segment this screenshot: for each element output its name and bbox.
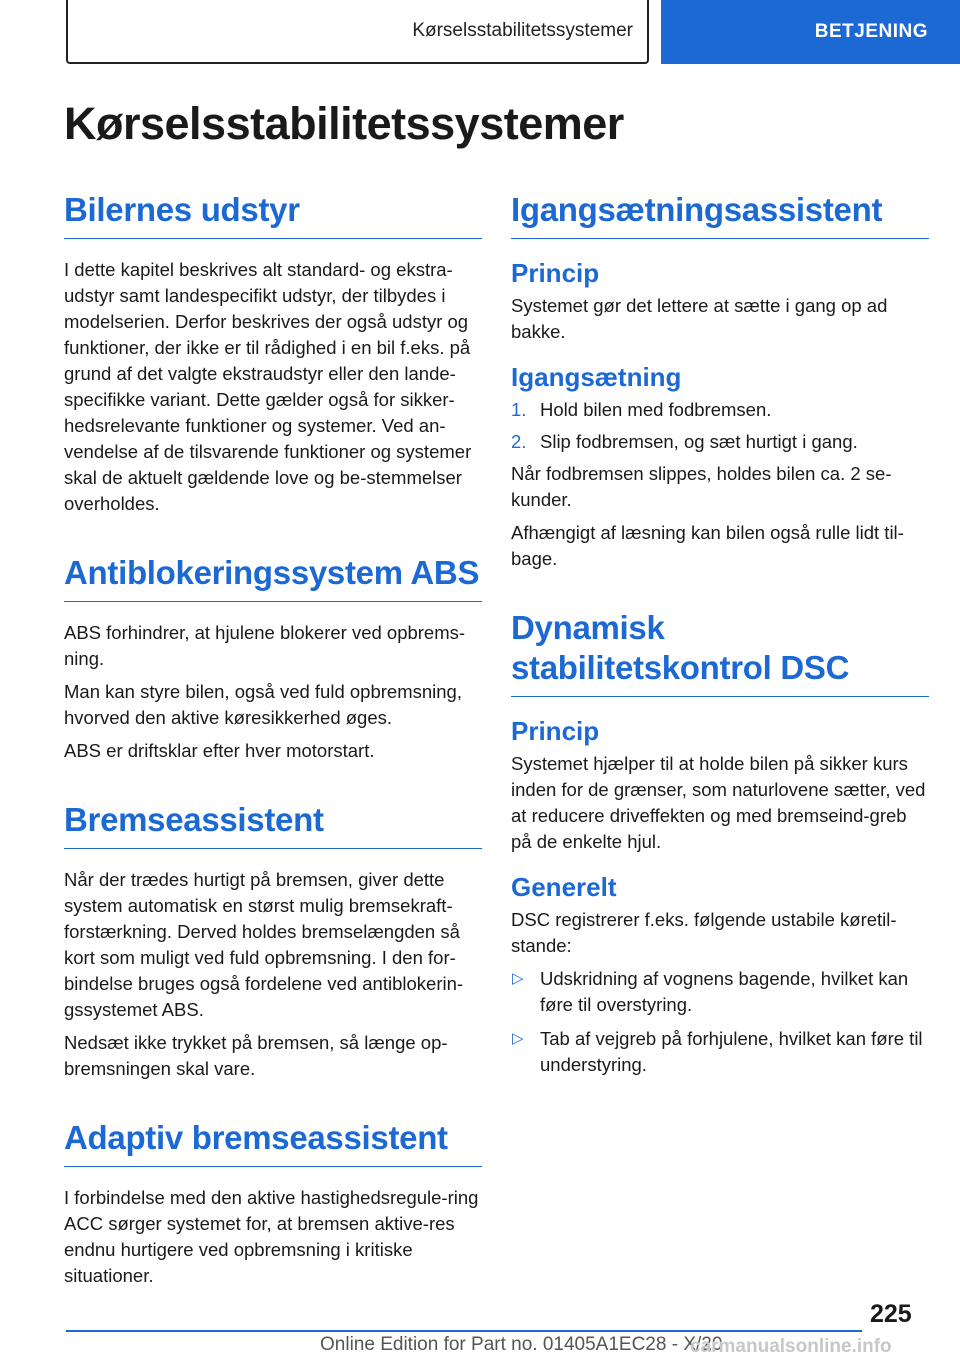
paragraph: Nedsæt ikke trykket på bremsen, så længe op-bremsningen skal vare. <box>64 1032 448 1079</box>
step-text: Slip fodbremsen, og sæt hurtigt i gang. <box>540 431 858 452</box>
paragraph: Når der trædes hurtigt på bremsen, giver dette system automatisk en størst mulig bremsekraft-forstærkning. Derved holdes bremselængden så kort som muligt ved fuld opbremsning. I den for-bindelse bruges også fordelene ved antiblokerin-gssystemet ABS. <box>64 869 464 1020</box>
header-section-tab <box>66 0 649 64</box>
section-title: Antiblokeringssystem ABS <box>64 553 482 602</box>
subsection-princip <box>511 715 929 855</box>
bullet-list <box>511 966 929 1078</box>
paragraph: DSC registrerer f.eks. følgende ustabile køretil-stande: <box>511 909 897 956</box>
section-abs <box>64 553 482 764</box>
section-bremseassistent <box>64 800 482 1082</box>
paragraph: ABS er driftsklar efter hver motorstart. <box>64 740 375 761</box>
section-adaptiv-bremseassistent <box>64 1118 482 1289</box>
section-title: Bremseassistent <box>64 800 482 849</box>
section-title: Dynamisk stabilitetskontrol DSC <box>511 608 929 697</box>
bullet-text: Udskridning af vognens bagende, hvilket kan føre til overstyring. <box>540 968 909 1015</box>
step-number: 1. <box>511 399 527 420</box>
subsection-generelt <box>511 871 929 1078</box>
subsection-title: Princip <box>511 258 600 288</box>
paragraph: Når fodbremsen slippes, holdes bilen ca. 2 se-kunder. <box>511 463 892 510</box>
paragraph: Man kan styre bilen, også ved fuld opbremsning, hvorved den aktive køresikkerhed øges. <box>64 681 462 728</box>
watermark[interactable]: carmanualsonline.info <box>690 1336 892 1357</box>
footer-edition: Online Edition for Part no. 01405A1EC28 - X/20 <box>320 1334 723 1355</box>
header-section-label: Kørselsstabilitetssystemer <box>412 20 633 41</box>
page-number: 225 <box>870 1300 912 1328</box>
triangle-bullet-icon: ▷ <box>512 1030 524 1047</box>
step-text: Hold bilen med fodbremsen. <box>540 399 772 420</box>
section-bilernes-udstyr <box>64 190 482 517</box>
steps-list <box>511 397 929 455</box>
section-title: Igangsætningsassistent <box>511 190 929 239</box>
section-title: Adaptiv bremseassistent <box>64 1118 482 1167</box>
subsection-igangsaetning <box>511 361 929 572</box>
bullet-text: Tab af vejgreb på forhjulene, hvilket kan føre til understyring. <box>540 1028 923 1075</box>
paragraph: I forbindelse med den aktive hastighedsregule-ring ACC sørger systemet for, at bremsen aktive-res endnu hurtigere ved opbremsning i kritiske situationer. <box>64 1187 479 1286</box>
list-item <box>511 966 929 1018</box>
header-chapter-tab <box>661 0 960 64</box>
paragraph: Systemet gør det lettere at sætte i gang op ad bakke. <box>511 295 888 342</box>
section-dsc <box>511 608 929 1078</box>
paragraph: Afhængigt af læsning kan bilen også rulle lidt til-bage. <box>511 522 904 569</box>
list-item <box>511 1026 929 1078</box>
page-title: Kørselsstabilitetssystemer <box>64 98 624 149</box>
subsection-title: Igangsætning <box>511 362 682 392</box>
triangle-bullet-icon: ▷ <box>512 970 524 987</box>
footer-divider <box>66 1330 862 1332</box>
section-title: Bilernes udstyr <box>64 190 482 239</box>
subsection-title: Princip <box>511 716 600 746</box>
paragraph: I dette kapitel beskrives alt standard- og ekstra-udstyr samt landespecifikt udstyr, der tilbydes i modelserien. Derfor beskrives der også udstyr og funktioner, der ikke er til rådighed i en bil f.eks. på grund af det valgte ekstraudstyr eller den lande-specifikke variant. Dette gælder også for sikker-hedsrelevante funktioner og systemer. Ved an-vendelse af de tilsvarende funktioner og systemer skal de aktuelt gældende love og be-stemmelser overholdes. <box>64 259 472 514</box>
subsection-title: Generelt <box>511 872 617 902</box>
list-item <box>511 429 929 455</box>
paragraph: Systemet hjælper til at holde bilen på sikker kurs inden for de grænser, som naturlovene sætter, ved at reducere driveffekten og med bremseind-greb på de enkelte hjul. <box>511 753 926 852</box>
step-number: 2. <box>511 431 527 452</box>
list-item <box>511 397 929 423</box>
subsection-princip <box>511 257 929 345</box>
paragraph: ABS forhindrer, at hjulene blokerer ved opbrems-ning. <box>64 622 466 669</box>
right-column <box>511 190 929 1114</box>
section-igangsaetningsassistent <box>511 190 929 572</box>
left-column <box>64 190 482 1325</box>
header-chapter-label: BETJENING <box>814 21 928 42</box>
